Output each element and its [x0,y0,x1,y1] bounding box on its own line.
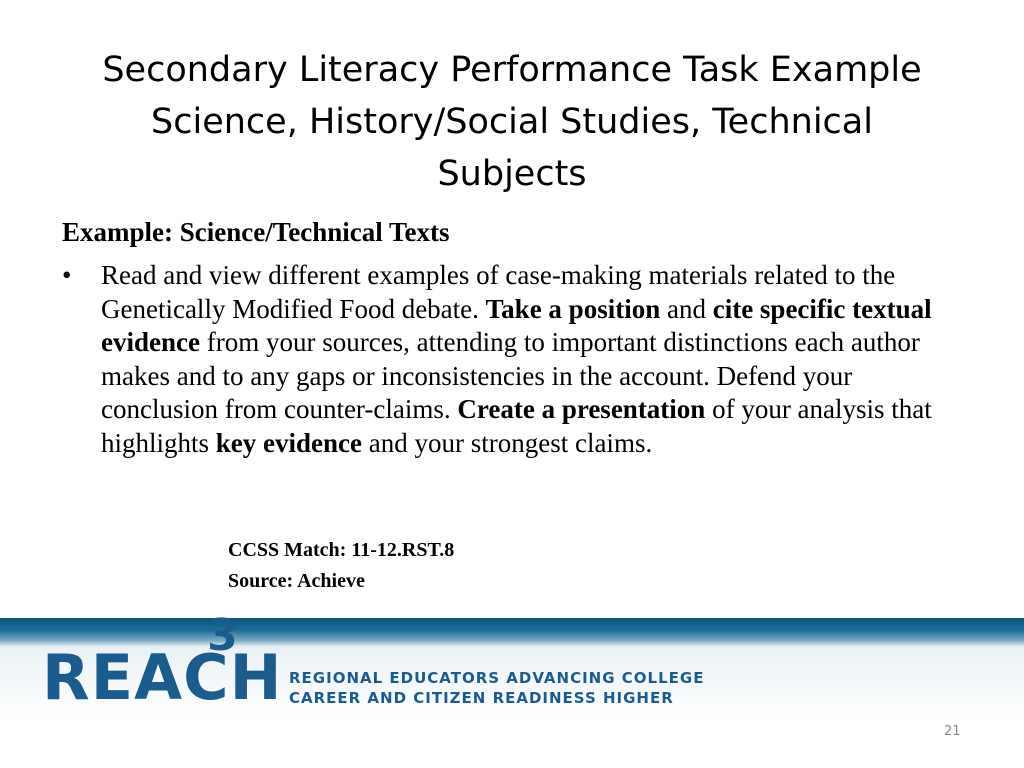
logo-text-h: H [229,641,283,714]
reach3-logo [42,610,283,715]
bullet-item [62,259,962,461]
bullet-segment: and your strongest claims. [362,427,653,458]
title-line-3: Subjects [437,154,587,194]
logo-text-rea: REA [42,641,184,714]
bullet-text [101,259,962,461]
bullet-segment: from your sources, attending to important distinctions each author makes and to any gaps or inconsistencies in the account. Defend your conclusion from counter-claims. [101,327,920,425]
source-label: Source: Achieve [228,570,365,592]
slide-title [40,44,984,200]
title-line-2: Science, History/Social Studies, Technical [151,102,873,142]
bullet-emphasis: key evidence [215,427,362,458]
tagline-line-1: REGIONAL EDUCATORS ADVANCING COLLEGE [289,669,705,687]
logo-c-group [183,610,239,715]
footer-tagline [289,668,704,708]
page-number: 21 [944,724,961,739]
logo-text-c: C [183,641,230,714]
logo-superscript: 3 [207,610,239,661]
ccss-match: CCSS Match: 11-12.RST.8 [228,539,455,561]
bullet-segment: Read and view different examples of case-making materials related to the Genetically Modified Food debate. [101,260,896,324]
title-line-1: Secondary Literacy Performance Task Example [102,50,922,90]
tagline-line-2: CAREER AND CITIZEN READINESS HIGHER [289,689,674,707]
bullet-marker: • [62,260,72,290]
example-subheading: Example: Science/Technical Texts [62,217,450,247]
bullet-emphasis: cite specific textual evidence [101,293,932,358]
bullet-segment: and [660,293,713,324]
bullet-emphasis: Create a presentation [457,394,706,425]
bullet-emphasis: Take a position [485,293,661,324]
bullet-segment: of your analysis that highlights [101,394,932,458]
